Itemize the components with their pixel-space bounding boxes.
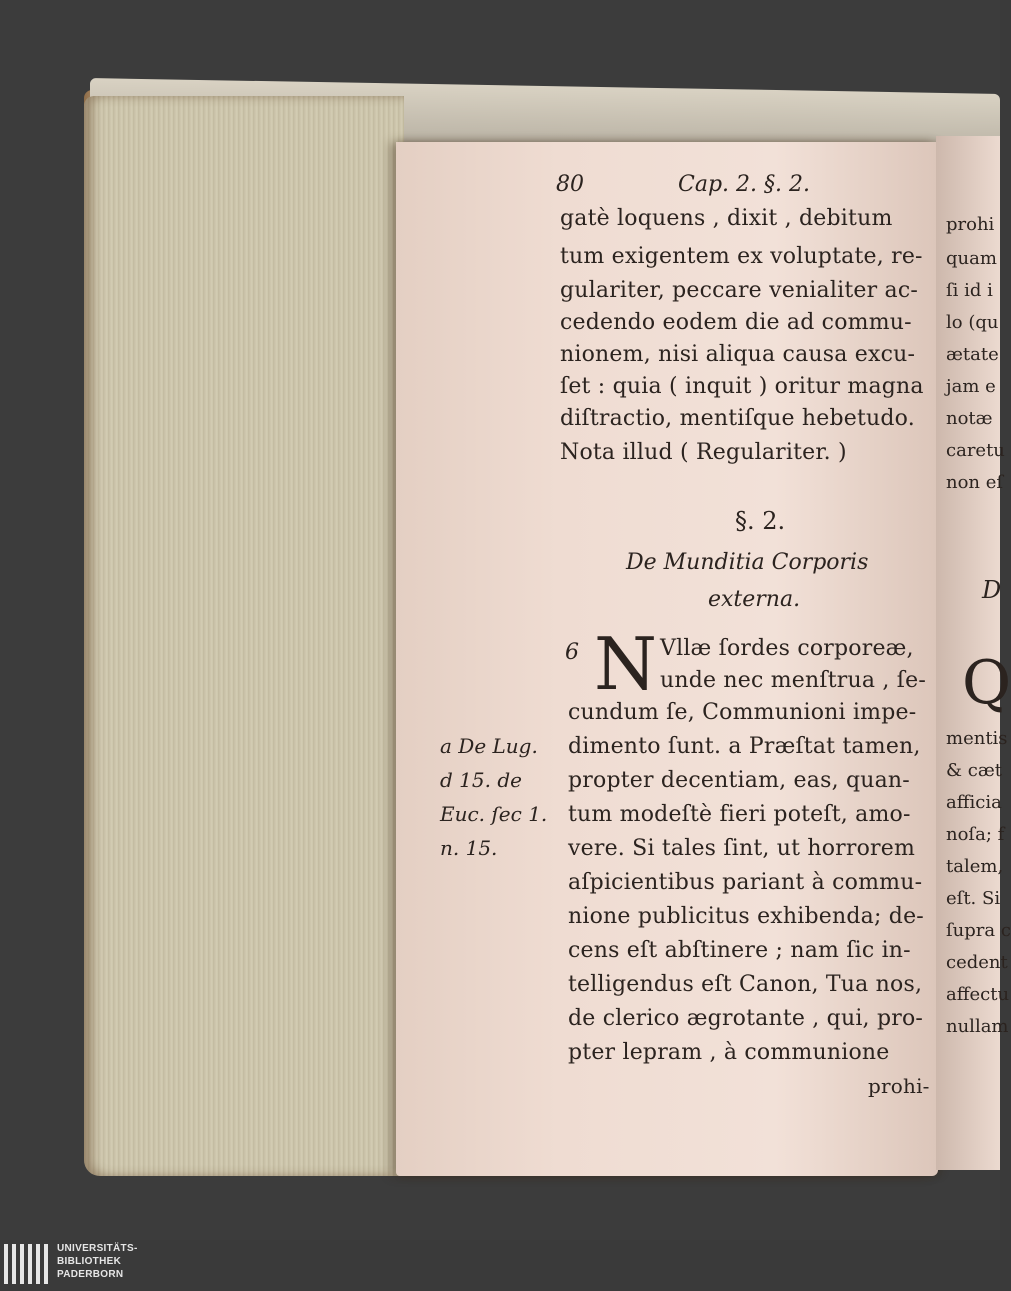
- catchword: prohi-: [868, 1074, 930, 1098]
- facing-line: ætate: [946, 344, 999, 365]
- body-line: dimento ſunt. a Præſtat tamen,: [568, 734, 921, 759]
- library-logo-line: BIBLIOTHEK: [57, 1256, 122, 1267]
- margin-note-line: Euc. ſec 1.: [440, 802, 548, 826]
- body-line: de clerico ægrotante , qui, pro-: [568, 1006, 924, 1031]
- body-line: Vllæ ſordes corporeæ,: [660, 636, 914, 661]
- facing-line: affectu: [946, 984, 1010, 1005]
- paragraph-number: 6: [565, 640, 579, 665]
- body-line: tum modeſtè fieri poteſt, amo-: [568, 802, 911, 827]
- section-title-continued: externa.: [708, 587, 801, 612]
- facing-line: ſupra c: [946, 920, 1011, 941]
- body-line: cedendo eodem die ad commu-: [560, 310, 912, 335]
- body-line: aſpicientibus pariant à commu-: [568, 870, 923, 895]
- body-line: gatè loquens , dixit , debitum: [560, 206, 893, 231]
- book-fore-edge: [84, 96, 404, 1176]
- margin-note-line: d 15. de: [440, 768, 522, 792]
- body-line: telligendus eſt Canon, Tua nos,: [568, 972, 923, 997]
- margin-note-line: n. 15.: [440, 836, 498, 860]
- body-line: cens eſt abſtinere ; nam ſic in-: [568, 938, 911, 963]
- facing-line: afficia: [946, 792, 1002, 813]
- library-logo-line: UNIVERSITÄTS-: [57, 1243, 138, 1254]
- footer-bar: [0, 1240, 1000, 1291]
- facing-line: ſi id i: [946, 280, 993, 301]
- facing-line: prohi: [946, 214, 995, 235]
- facing-line: & cæt: [946, 760, 1002, 781]
- facing-drop-cap: Q: [962, 648, 1011, 718]
- facing-line: mentis: [946, 728, 1008, 749]
- body-line: diſtractio, mentiſque hebetudo.: [560, 406, 915, 431]
- facing-line: noſa; f: [946, 824, 1005, 845]
- body-line: propter decentiam, eas, quan-: [568, 768, 910, 793]
- facing-line: D: [982, 576, 1002, 604]
- facing-line: non eſ: [946, 472, 1004, 493]
- library-logo-line: PADERBORN: [57, 1269, 124, 1280]
- body-line: unde nec menſtrua , ſe-: [660, 668, 926, 693]
- facing-line: eſt. Si: [946, 888, 1001, 909]
- running-head: Cap. 2. §. 2.: [678, 172, 810, 197]
- facing-line: jam e: [946, 376, 996, 397]
- facing-line: quam: [946, 248, 997, 269]
- barcode-bars-icon: [2, 1244, 52, 1284]
- drop-cap: N: [594, 622, 657, 706]
- body-line: nione publicitus exhibenda; de-: [568, 904, 924, 929]
- facing-page: [936, 136, 1011, 1170]
- body-line: Nota illud ( Regulariter. ): [560, 440, 847, 465]
- facing-line: caretu: [946, 440, 1005, 461]
- body-line: nionem, nisi aliqua causa excu-: [560, 342, 916, 367]
- facing-line: nullam: [946, 1016, 1009, 1037]
- body-line: pter lepram , à communione: [568, 1040, 890, 1065]
- facing-line: notæ: [946, 408, 993, 429]
- section-mark: §. 2.: [735, 507, 786, 535]
- page-number: 80: [556, 172, 584, 197]
- section-title: De Munditia Corporis: [626, 550, 869, 575]
- body-line: ſet : quia ( inquit ) oritur magna: [560, 374, 924, 399]
- facing-line: cedent: [946, 952, 1008, 973]
- margin-note-line: a De Lug.: [440, 734, 538, 758]
- body-line: cundum ſe, Communioni impe-: [568, 700, 917, 725]
- body-line: gulariter, peccare venialiter ac-: [560, 278, 918, 303]
- body-line: tum exigentem ex voluptate, re-: [560, 244, 923, 269]
- body-line: vere. Si tales ſint, ut horrorem: [568, 836, 916, 861]
- facing-line: talem,: [946, 856, 1004, 877]
- facing-line: lo (qu: [946, 312, 999, 333]
